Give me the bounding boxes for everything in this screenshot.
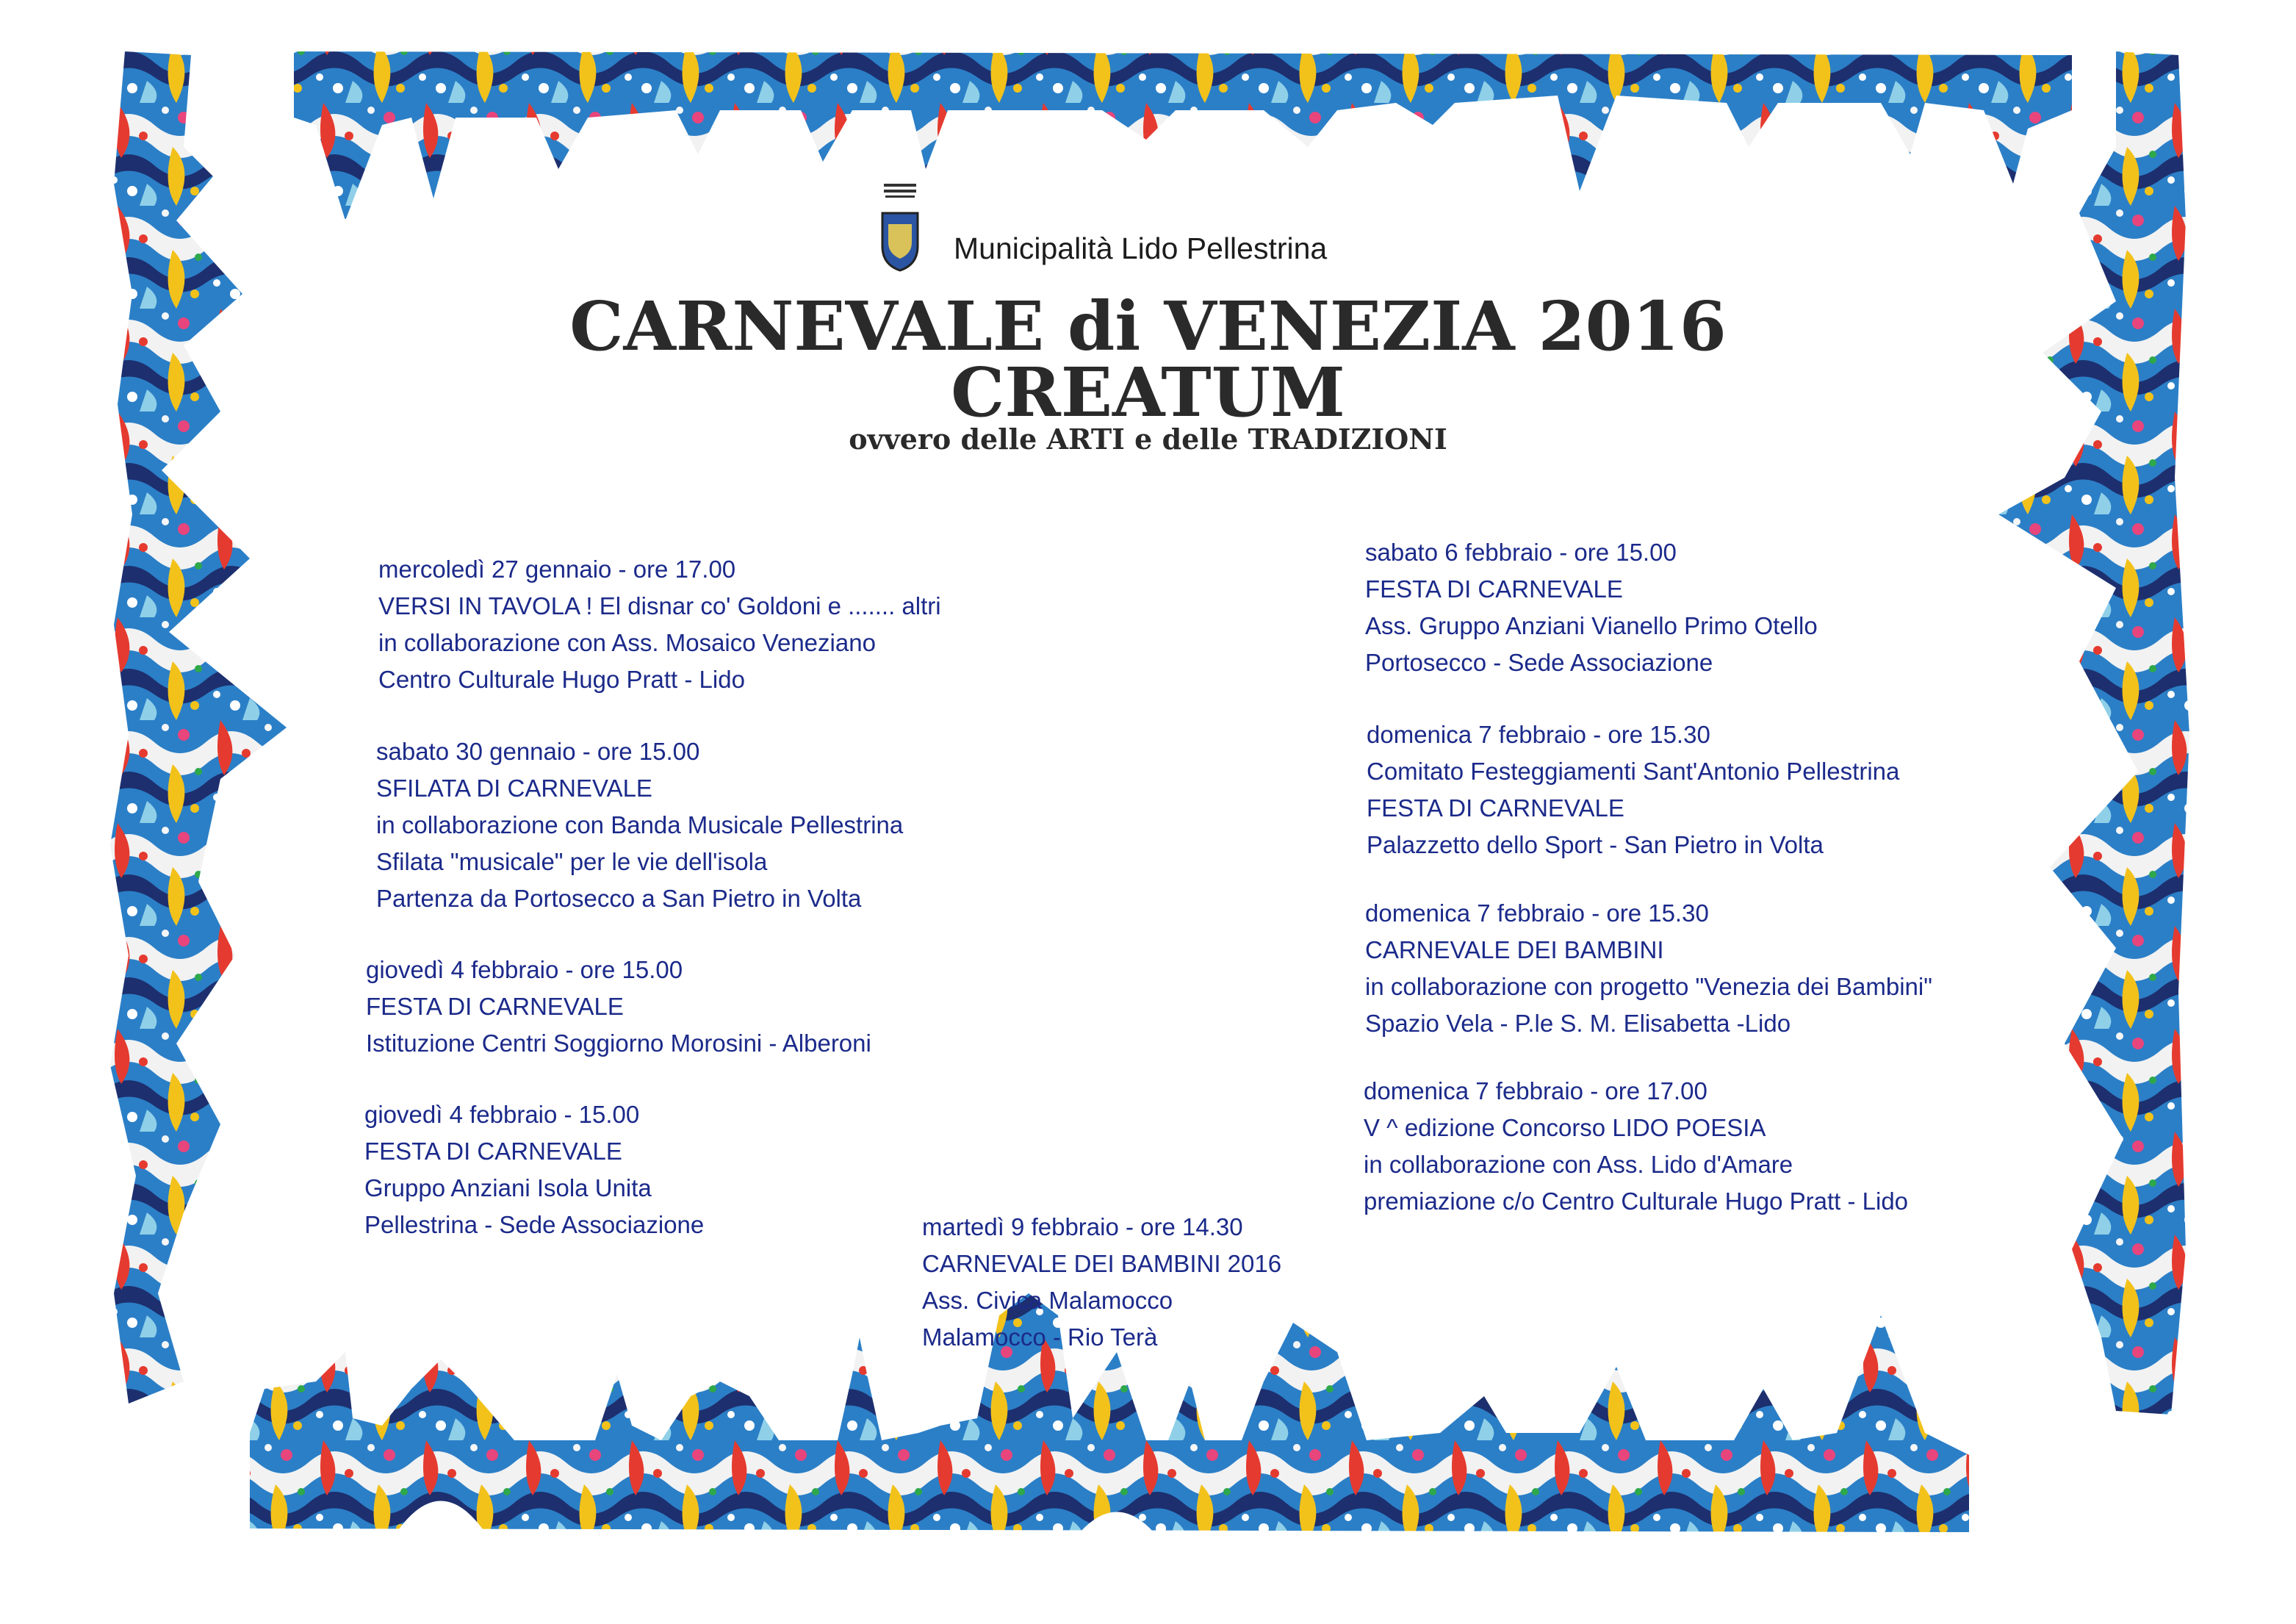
- event-title: CARNEVALE di VENEZIA 2016: [569, 287, 1727, 366]
- event-line: Sfilata "musicale" per le vie dell'isola: [376, 848, 768, 875]
- event-line: Istituzione Centri Soggiorno Morosini - Alberoni: [366, 1030, 871, 1057]
- event-block-6: [1367, 716, 1899, 863]
- event-line: Ass. Gruppo Anziani Vianello Primo Otello: [1365, 612, 1818, 639]
- event-date: sabato 6 febbraio - ore 15.00: [1365, 539, 1677, 566]
- event-line: in collaborazione con Banda Musicale Pellestrina: [376, 811, 904, 838]
- event-block-2: [366, 952, 871, 1062]
- event-date: domenica 7 febbraio - ore 15.30: [1367, 721, 1710, 748]
- event-line: VERSI IN TAVOLA ! El disnar co' Goldoni e ....... altri: [378, 592, 941, 619]
- event-line: CARNEVALE DEI BAMBINI: [1365, 936, 1664, 963]
- event-line: Ass. Civica Malamocco: [922, 1287, 1173, 1314]
- event-block-7: [1365, 895, 1932, 1042]
- event-line: FESTA DI CARNEVALE: [364, 1138, 622, 1165]
- event-block-5: [1365, 534, 1818, 681]
- event-block-8: [1364, 1073, 1908, 1220]
- event-line: in collaborazione con Ass. Mosaico Veneziano: [378, 629, 876, 656]
- event-block-0: [378, 551, 941, 698]
- event-line: Gruppo Anziani Isola Unita: [364, 1174, 652, 1201]
- event-line: FESTA DI CARNEVALE: [1367, 794, 1624, 822]
- event-line: Pellestrina - Sede Associazione: [364, 1211, 705, 1238]
- event-line: V ^ edizione Concorso LIDO POESIA: [1364, 1114, 1766, 1141]
- municipality-name: Municipalità Lido Pellestrina: [954, 231, 1328, 265]
- event-block-4: [922, 1209, 1281, 1356]
- event-subtitle: CREATUM: [951, 353, 1345, 432]
- event-date: giovedì 4 febbraio - 15.00: [364, 1101, 640, 1128]
- event-line: Palazzetto dello Sport - San Pietro in Volta: [1367, 831, 1824, 858]
- event-line: Malamocco - Rio Terà: [922, 1323, 1158, 1351]
- event-block-3: [364, 1096, 704, 1243]
- event-block-1: [376, 733, 903, 917]
- event-line: SFILATA DI CARNEVALE: [376, 775, 652, 802]
- event-line: Comitato Festeggiamenti Sant'Antonio Pellestrina: [1367, 758, 1900, 785]
- event-line: in collaborazione con progetto "Venezia dei Bambini": [1365, 973, 1932, 1000]
- event-date: giovedì 4 febbraio - ore 15.00: [366, 956, 683, 983]
- event-date: mercoledì 27 gennaio - ore 17.00: [378, 556, 736, 583]
- citta-di-venezia-crest: [878, 184, 922, 272]
- event-line: in collaborazione con Ass. Lido d'Amare: [1364, 1151, 1793, 1178]
- event-line: Centro Culturale Hugo Pratt - Lido: [378, 666, 745, 693]
- event-tagline: ovvero delle ARTI e delle TRADIZIONI: [849, 423, 1447, 456]
- event-line: FESTA DI CARNEVALE: [1365, 575, 1623, 603]
- event-line: Spazio Vela - P.le S. M. Elisabetta -Lido: [1365, 1010, 1791, 1037]
- event-date: domenica 7 febbraio - ore 15.30: [1365, 899, 1709, 927]
- event-line: FESTA DI CARNEVALE: [366, 993, 624, 1020]
- event-line: premiazione c/o Centro Culturale Hugo Pratt - Lido: [1364, 1188, 1909, 1215]
- event-line: CARNEVALE DEI BAMBINI 2016: [922, 1250, 1282, 1277]
- event-date: domenica 7 febbraio - ore 17.00: [1364, 1077, 1707, 1104]
- event-line: Partenza da Portosecco a San Pietro in Volta: [376, 885, 862, 912]
- event-line: Portosecco - Sede Associazione: [1365, 649, 1713, 676]
- event-date: sabato 30 gennaio - ore 15.00: [376, 738, 700, 765]
- event-date: martedì 9 febbraio - ore 14.30: [922, 1213, 1243, 1240]
